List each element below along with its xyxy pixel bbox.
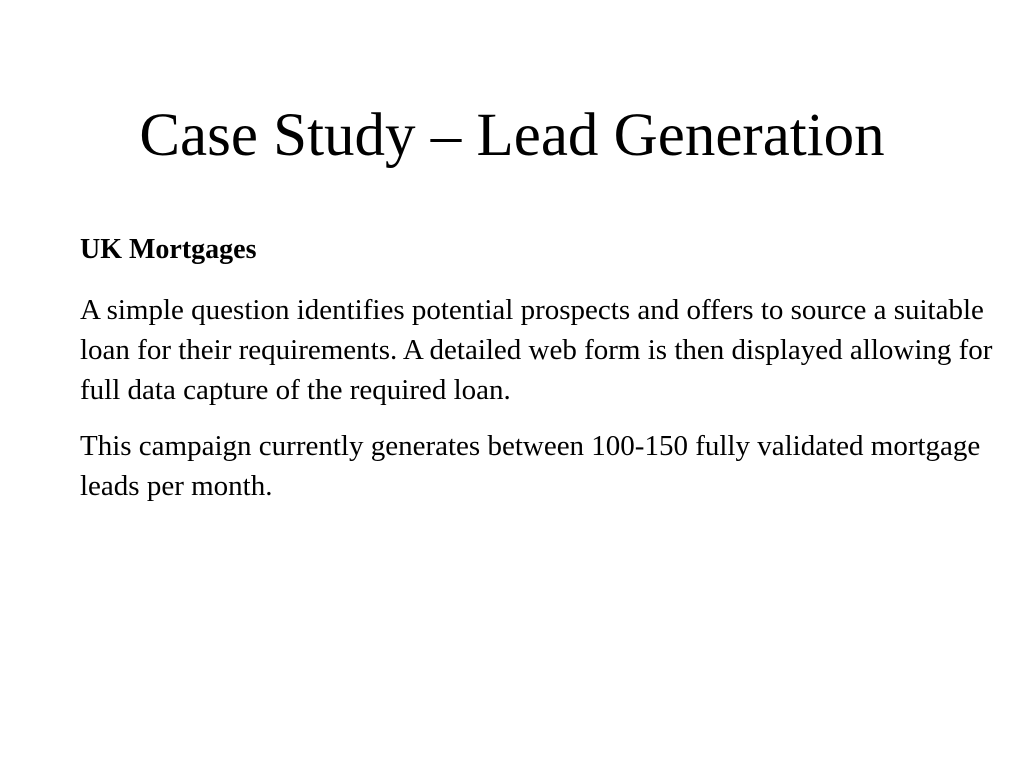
section-heading: UK Mortgages <box>80 234 257 265</box>
slide-body <box>80 230 1000 522</box>
slide-title: Case Study – Lead Generation <box>139 102 885 169</box>
body-paragraph: A simple question identifies potential prospects and offers to source a suitable loan for their requirements. A detailed web form is then displayed allowing for full data capture of the required loan. <box>80 294 993 406</box>
body-paragraph: This campaign currently generates between 100-150 fully validated mortgage leads per month. <box>80 430 981 502</box>
